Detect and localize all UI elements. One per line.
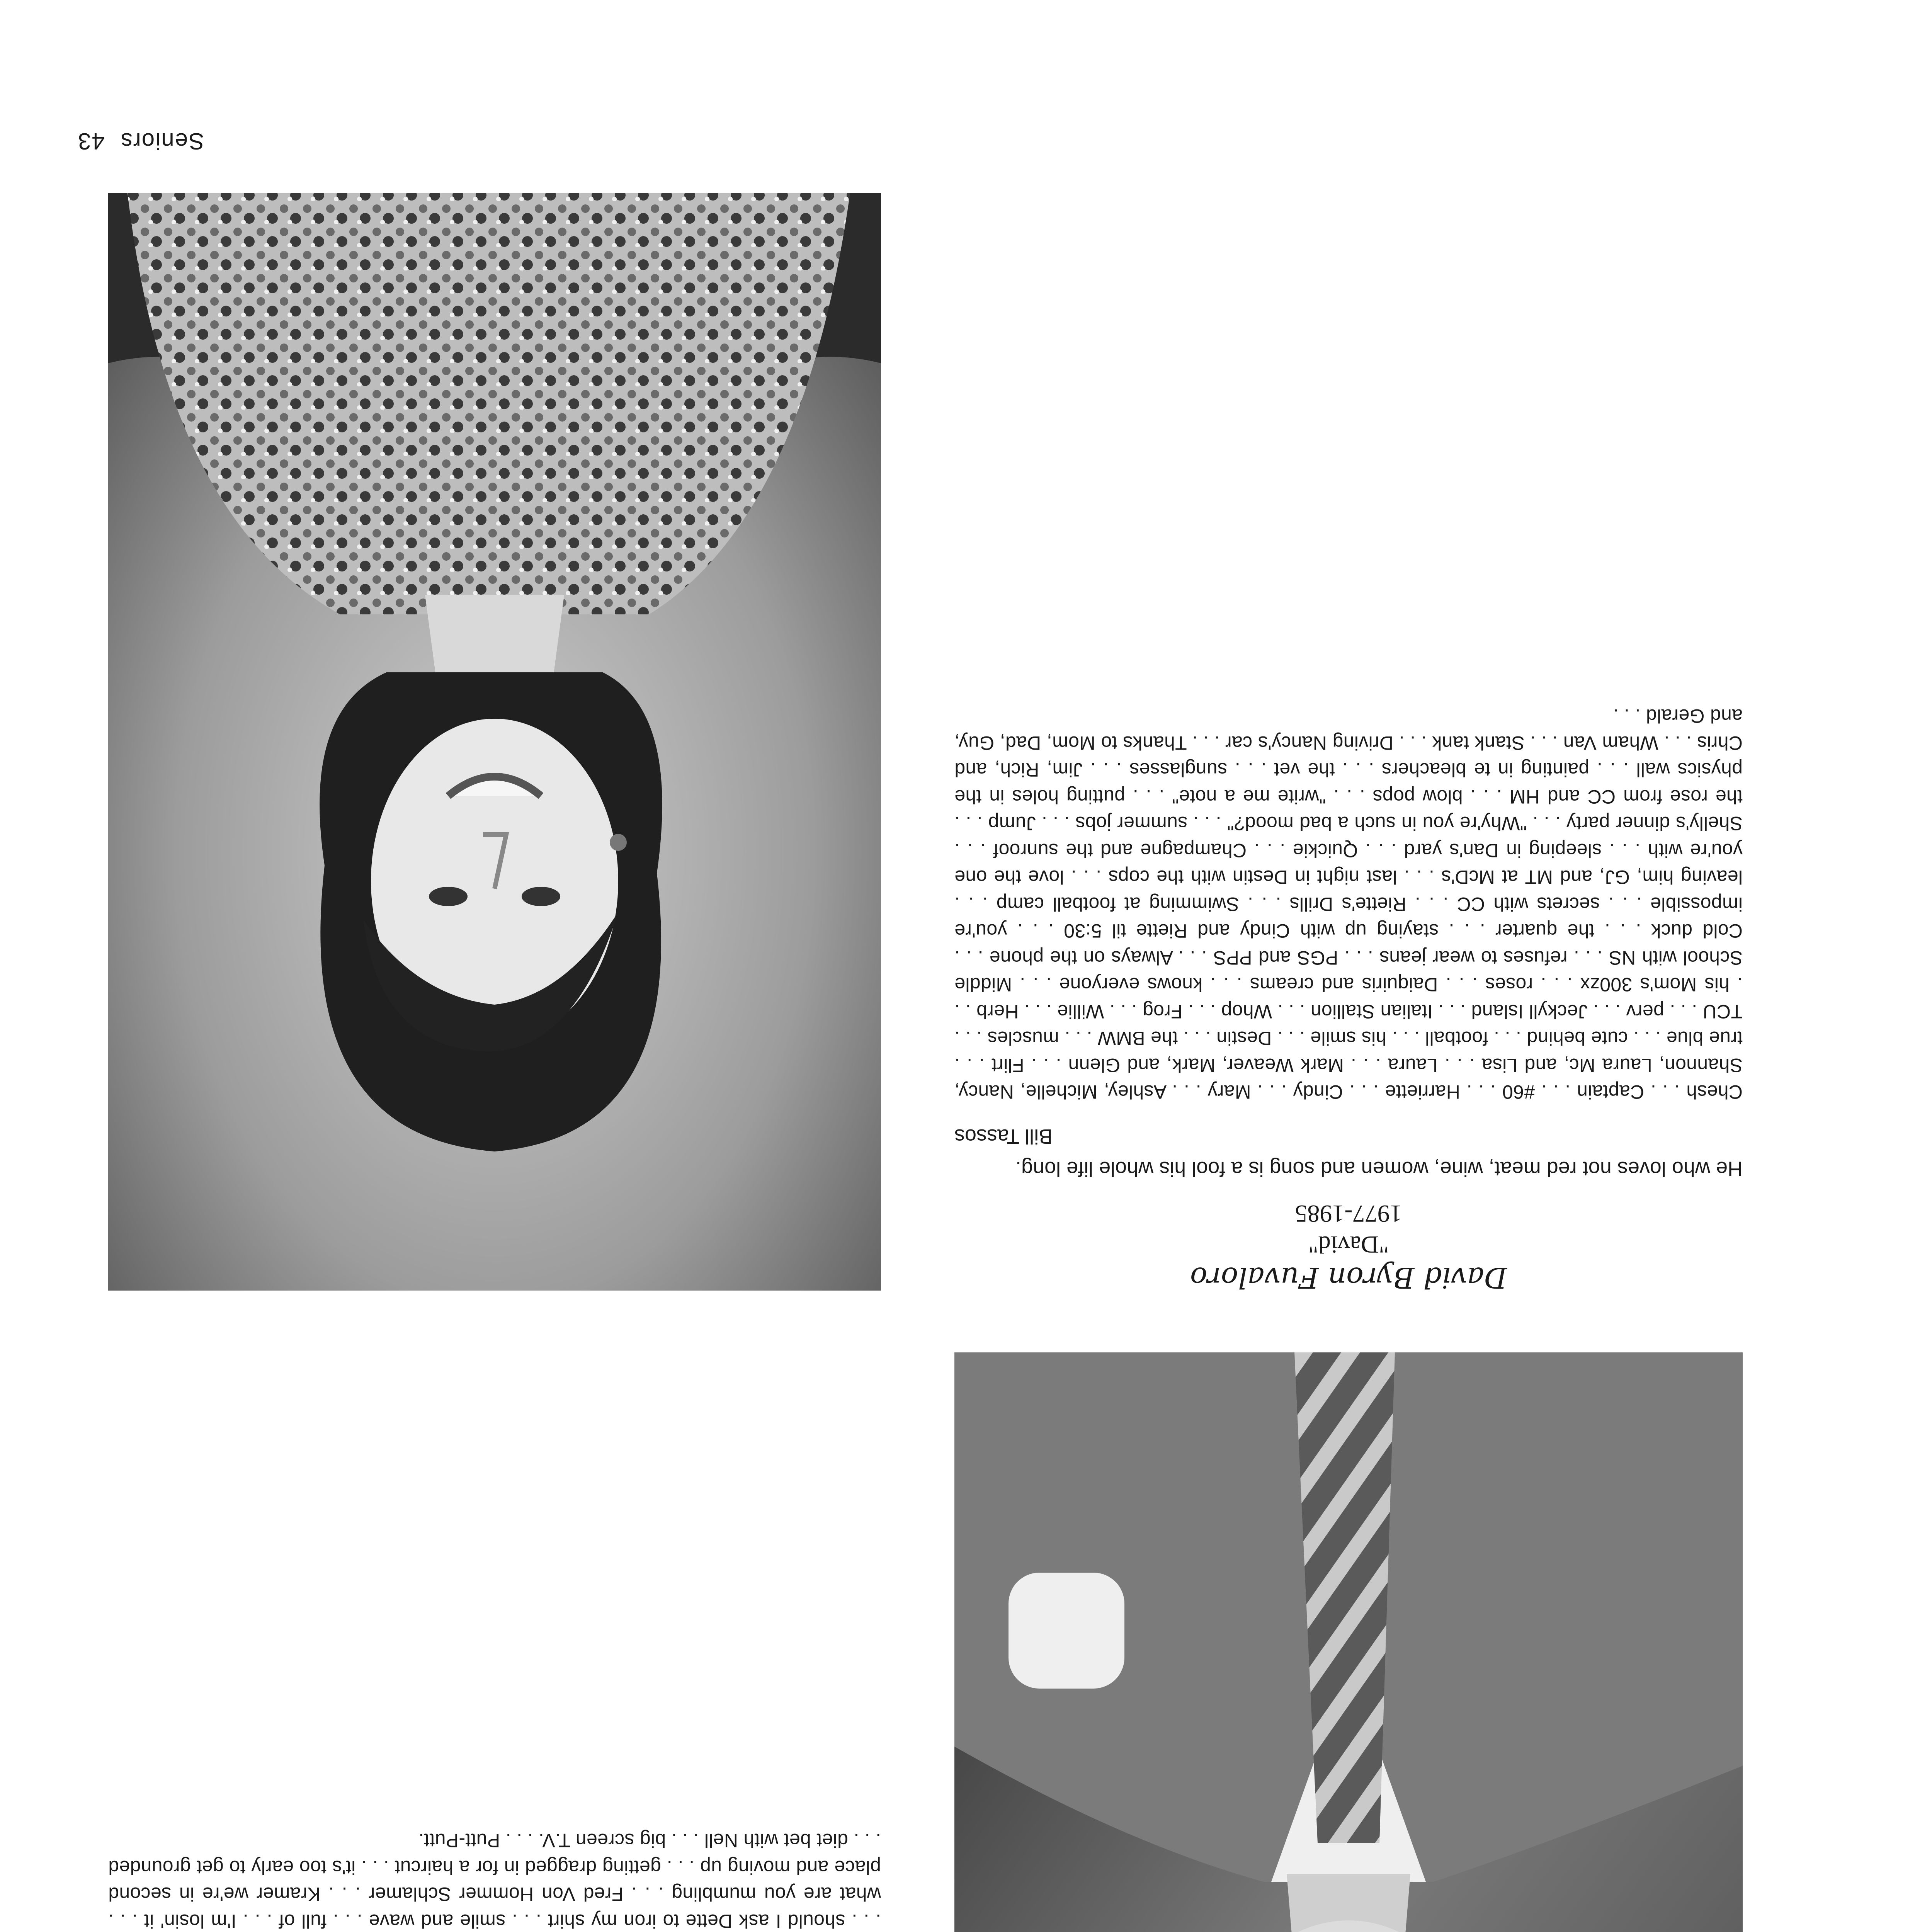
senior-years: 1977-1985 [1295, 1200, 1402, 1228]
quote-author: Bill Tassos [954, 1125, 1053, 1148]
section-label: Seniors [120, 128, 204, 154]
senior-memories: Chesh . . . Captain . . . #60 . . . Harriette . . . Cindy . . . Mary . . . Ashley, Michelle, Nancy, Shannon, Laura Mc, and Lisa . . . Laura . . . Mark Weaver, Mark, and Glenn . . . Flirt . . . true blue . . . cute behind . . . football . . . his smile . . . Destin . . . the BMW . . . muscles . . . TCU . . . perv . . . Jeckyll Island . . . Italian Stallion . . . Whop . . . Frog . . . Willie . . . Herb . . . his Mom's 300zx . . . roses . . . Daiquiris and creams . . . knows everyone . . . Middle School with NS . . . refuses to wear jeans . . . PGS and PPS . . . Always on the phone . . . Cold duck . . . the quarter . . . staying up with Cindy and Riette til 5:30 . . . you're impossible . . . secrets with CC . . . Riette's Drills . . . Swimming at football camp . . . leaving him, GJ, and MT at McD's . . . last night in Destin with the cops . . . love the one you're with . . . sleeping in Dan's yard . . . Quickie . . . Champagne and the sunroof . . . Shelly's dinner party . . . "Why're you in such a bad mood?" . . . summer jobs . . . Jump . . . the rose from CC and HM . . . blow pops . . . "write me a note" . . . putting holes in the physics wall . . . painting in te bleachers . . . the vet . . . sunglasses . . . Jim, Rich, and Chris . . . Wham Van . . . Stank tank . . . Driving Nancy's car . . . Thanks to Mom, Dad, Guy, and Gerald . . . [954, 705, 1743, 1103]
senior-nickname: "David" [1308, 1231, 1389, 1259]
page-footer [77, 120, 247, 155]
senior-photo-david [954, 1352, 1743, 1932]
senior-name: David Byron Fuvaloro [1190, 1261, 1507, 1294]
senior-quote: He who loves not red meat, wine, women and song is a fool his whole life long. [1015, 1157, 1743, 1181]
senior-bio-david [954, 290, 1743, 1294]
page-number: 43 [77, 128, 105, 154]
senior-memories: . . . should I ask Dette to iron my shirt . . . smile and wave . . . full of . . . I'm losin' it . . . what are you mumbling . . . Fred Von Hommer Schlamer . . . Kramer we're in second place and moving up . . . getting dragged in for a haircut . . . it's too early to get grounded . . . diet bet with Nell . . . big screen T.V. . . . Putt-Putt. [108, 1830, 881, 1932]
senior-bio-katherine [108, 1345, 881, 1932]
senior-photo-katherine [108, 193, 881, 1291]
